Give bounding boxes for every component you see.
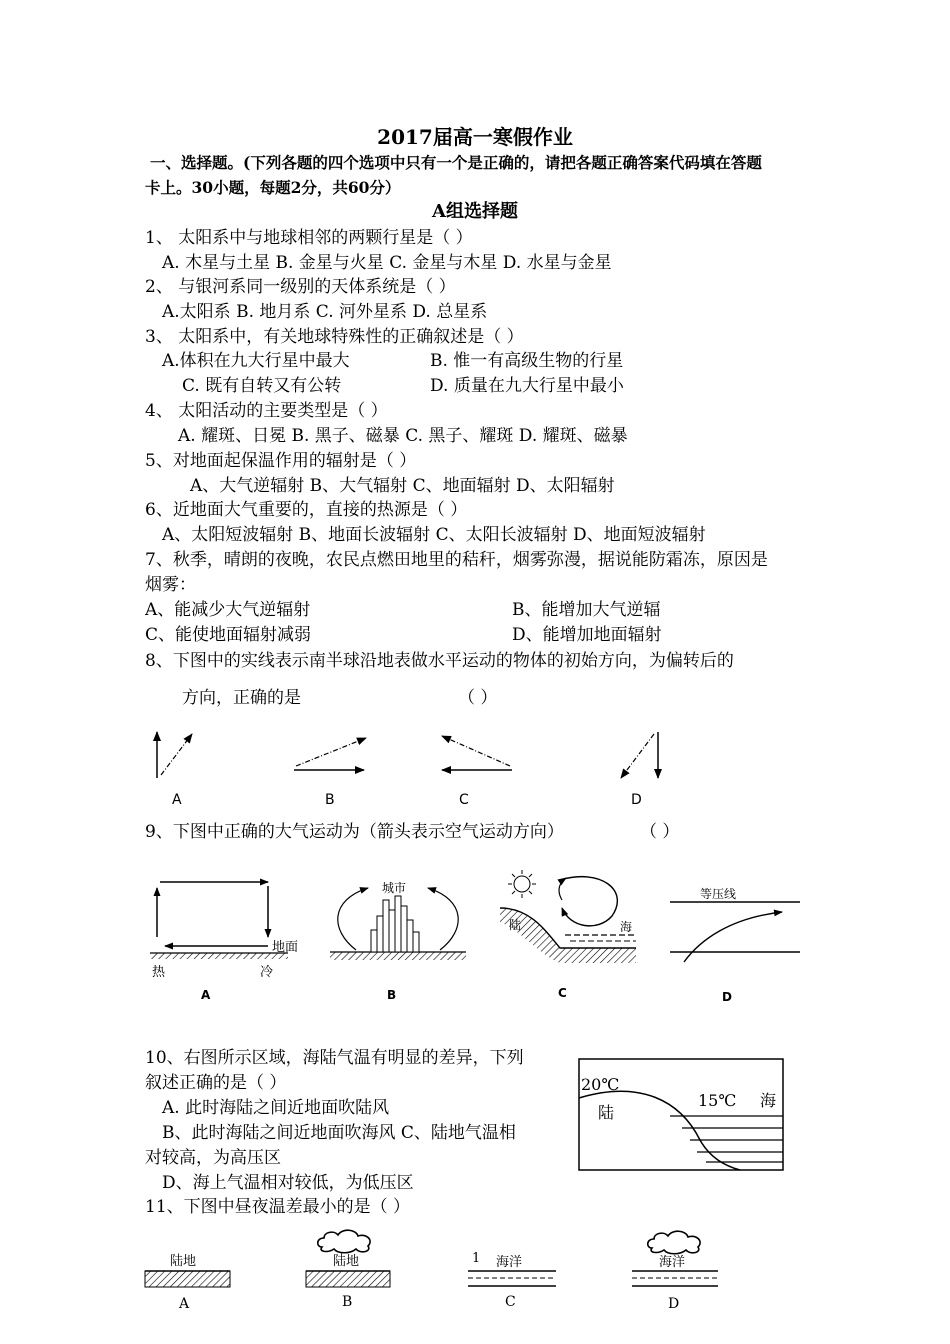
q3-option-a: A.体积在九大行星中最大 xyxy=(162,351,350,371)
q6-stem: 6、近地面大气重要的，直接的热源是（ ） xyxy=(145,500,468,520)
q11d-text: 海洋 xyxy=(659,1255,686,1270)
q4-options: A. 耀斑、日冕 B. 黑子、磁暴 C. 黑子、耀斑 D. 耀斑、磁暴 xyxy=(178,426,628,446)
q10-option-a: A. 此时海陆之间近地面吹陆风 xyxy=(162,1098,390,1118)
q2-stem: 2、 与银河系同一级别的天体系统是（ ） xyxy=(145,277,456,297)
q7-stem-line-2: 烟雾： xyxy=(145,575,196,595)
q5-options: A、大气逆辐射 B、大气辐射 C、地面辐射 D、太阳辐射 xyxy=(190,476,615,496)
q9-figure-a-label: A xyxy=(201,988,211,1002)
q9a-hot-label: 热 xyxy=(152,965,166,980)
q10-land-label: 陆 xyxy=(598,1103,615,1122)
q8-label-c: C xyxy=(459,792,469,808)
q9-figure-c-label: C xyxy=(558,986,567,1000)
q9-figure-d-label: D xyxy=(722,990,732,1004)
q11c-text: 海洋 xyxy=(496,1255,523,1270)
q10-option-d: D、海上气温相对较低，为低压区 xyxy=(162,1173,414,1193)
q9c-land-label: 陆 xyxy=(509,918,522,932)
cloud-icon xyxy=(648,1231,700,1254)
q11d-label: D xyxy=(668,1296,680,1312)
q9b-city-label: 城市 xyxy=(382,881,407,895)
q8-answer-blank: （ ） xyxy=(458,688,498,708)
q5-stem: 5、对地面起保温作用的辐射是（ ） xyxy=(145,451,417,471)
q9a-ground-label: 地面 xyxy=(272,940,299,955)
q10-sea-label: 海 xyxy=(760,1091,777,1110)
q8-stem-line-1: 8、下图中的实线表示南半球沿地表做水平运动的物体的初始方向，为偏转后的 xyxy=(145,651,734,671)
q3-option-c: C. 既有自转又有公转 xyxy=(182,376,342,396)
q7-option-c: C、能使地面辐射减弱 xyxy=(145,625,312,645)
q9-stem: 9、下图中正确的大气运动为（箭头表示空气运动方向） xyxy=(145,822,564,842)
q10-stem-line-1: 10、右图所示区域，海陆气温有明显的差异，下列 xyxy=(145,1048,524,1068)
group-title: A组选择题 xyxy=(432,201,518,222)
q11c-mark: 1 xyxy=(472,1251,481,1266)
q10-land-temp: 20℃ xyxy=(581,1075,620,1094)
q1-options: A. 木星与土星 B. 金星与火星 C. 金星与木星 D. 水星与金星 xyxy=(162,253,612,273)
q9-figure-b-label: B xyxy=(387,988,397,1002)
q11a-text: 陆地 xyxy=(170,1254,197,1269)
q3-option-b: B. 惟一有高级生物的行星 xyxy=(430,351,624,371)
q7-option-a: A、能减少大气逆辐射 xyxy=(145,600,311,620)
q9d-isobar-label: 等压线 xyxy=(700,887,737,901)
q2-options: A.太阳系 B. 地月系 C. 河外星系 D. 总星系 xyxy=(162,302,488,322)
q9-answer-blank: （ ） xyxy=(640,822,680,842)
q3-option-d: D. 质量在九大行星中最小 xyxy=(430,376,624,396)
q11b-label: B xyxy=(342,1294,353,1310)
q8-label-b: B xyxy=(325,792,335,808)
q7-option-b: B、能增加大气逆辐 xyxy=(512,600,661,620)
q1-stem: 1、 太阳系中与地球相邻的两颗行星是（ ） xyxy=(145,228,473,248)
cloud-icon xyxy=(318,1230,370,1253)
q8-label-d: D xyxy=(631,792,642,808)
q7-stem-line-1: 7、秋季，晴朗的夜晚，农民点燃田地里的秸秆，烟雾弥漫，据说能防霜冻，原因是 xyxy=(145,550,768,570)
q9c-sea-label: 海 xyxy=(620,920,633,934)
q11-stem: 11、下图中昼夜温差最小的是（ ） xyxy=(145,1197,411,1217)
q11b-text: 陆地 xyxy=(333,1254,360,1269)
q8-stem-line-2: 方向，正确的是 xyxy=(182,688,301,708)
q7-option-d: D、能增加地面辐射 xyxy=(512,625,662,645)
q10-option-bc: B、此时海陆之间近地面吹海风 C、陆地气温相 xyxy=(162,1123,516,1143)
instructions-line-2: 卡上。30小题，每题2分，共60分） xyxy=(145,178,401,197)
q10-stem-line-2: 叙述正确的是（ ） xyxy=(145,1073,287,1093)
q10-option-c-cont: 对较高，为高压区 xyxy=(145,1148,281,1168)
q11-figure-a xyxy=(145,1271,230,1287)
q3-stem: 3、 太阳系中，有关地球特殊性的正确叙述是（ ） xyxy=(145,327,524,347)
q11c-label: C xyxy=(505,1294,516,1310)
instructions-line-1: 一、选择题。(下列各题的四个选项中只有一个是正确的，请把各题正确答案代码填在答题 xyxy=(150,153,762,172)
q8-label-a: A xyxy=(172,792,182,808)
q9a-cold-label: 冷 xyxy=(260,965,274,980)
q11a-label: A xyxy=(179,1296,190,1312)
page-title: 2017届高一寒假作业 xyxy=(377,125,573,149)
q6-options: A、太阳短波辐射 B、地面长波辐射 C、太阳长波辐射 D、地面短波辐射 xyxy=(162,525,706,545)
q10-sea-temp: 15℃ xyxy=(698,1091,737,1110)
q4-stem: 4、 太阳活动的主要类型是（ ） xyxy=(145,401,388,421)
